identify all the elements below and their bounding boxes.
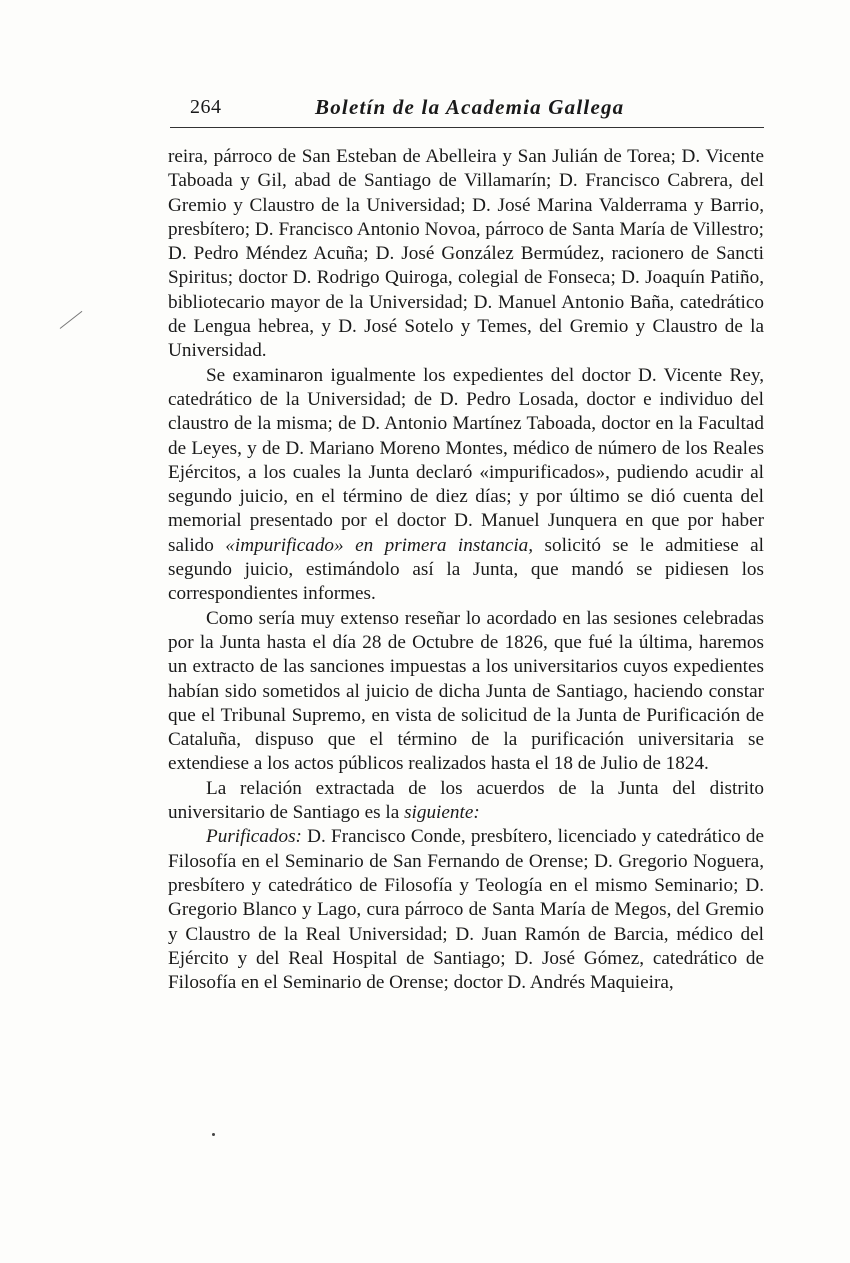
margin-mark [60, 311, 83, 329]
paragraph-3: Como sería muy extenso reseñar lo acordado en las sesiones celebradas por la Junta hasta el día 28 de Octubre de 1826, que fué la última, haremos un extracto de las sanciones impuestas a los universitarios cuyos expedientes habían sido sometidos al juicio de dicha Junta de Santiago, haciendo constar que el Tribunal Supremo, en vista de solicitud de la Junta de Purificación de Cataluña, dispuso que el término de la purificación universitaria se extendiese a los actos públicos realizados hasta el 18 de Julio de 1824. [168, 607, 764, 775]
body-text [168, 145, 764, 995]
paragraph-2 [168, 364, 764, 607]
page-header [170, 96, 764, 126]
paragraph-4 [168, 777, 764, 826]
stray-dot [212, 1133, 215, 1136]
header-rule [170, 127, 764, 128]
page-number: 264 [190, 96, 222, 118]
paragraph-2-italic-phrase: «impurificado» en primera instancia, [225, 534, 534, 556]
paragraph-4-part-1: La relación extractada de los acuerdos de la Junta del distrito universitario de Santiago es la [168, 777, 764, 824]
paragraph-2-part-1: Se examinaron igualmente los expedientes del doctor D. Vicente Rey, catedrático de la Universidad; de D. Pedro Losada, doctor e individuo del claustro de la misma; de D. Antonio Martínez Taboada, doctor en la Facultad de Leyes, y de D. Mariano Moreno Montes, médico de número de los Reales Ejércitos, a los cuales la Junta declaró «impurificados», pudiendo acudir al segundo juicio, en el término de diez días; y por último se dió cuenta del memorial presentado por el doctor D. Manuel Junquera en que por haber salido [168, 364, 764, 556]
purificados-heading: Purificados: [206, 826, 302, 848]
paragraph-2-part-3: solicitó se le admitiese al segundo juicio, estimándolo así la Junta, que mandó se pidiesen los correspondientes informes. [168, 534, 765, 605]
paragraph-5-body: D. Francisco Conde, presbítero, licenciado y catedrático de Filosofía en el Seminario de San Fernando de Orense; D. Gregorio Noguera, presbítero y catedrático de Filosofía y Teología en el mismo Seminario; D. Gregorio Blanco y Lago, cura párroco de Santa María de Megos, del Gremio y Claustro de la Real Universidad; D. Juan Ramón de Barcia, médico del Ejército y del Real Hospital de Santiago; D. José Gómez, catedrático de Filosofía en el Seminario de Orense; doctor D. Andrés Maquieira, [168, 826, 764, 994]
paragraph-1: reira, párroco de San Esteban de Abelleira y San Julián de Torea; D. Vicente Taboada y Gil, abad de Santiago de Villamarín; D. Francisco Cabrera, del Gremio y Claustro de la Universidad; D. José Marina Valderrama y Barrio, presbítero; D. Francisco Antonio Novoa, párroco de Santa María de Villestro; D. Pedro Méndez Acuña; D. José González Bermúdez, racionero de Sancti Spiritus; doctor D. Rodrigo Quiroga, colegial de Fonseca; D. Joaquín Patiño, bibliotecario mayor de la Universidad; D. Manuel Antonio Baña, catedrático de Lengua hebrea, y D. José Sotelo y Temes, del Gremio y Claustro de la Universidad. [168, 146, 764, 362]
paragraph-5 [168, 825, 764, 995]
paragraph-4-italic-word: siguiente: [404, 802, 480, 824]
running-title: Boletín de la Academia Gallega [315, 95, 625, 119]
